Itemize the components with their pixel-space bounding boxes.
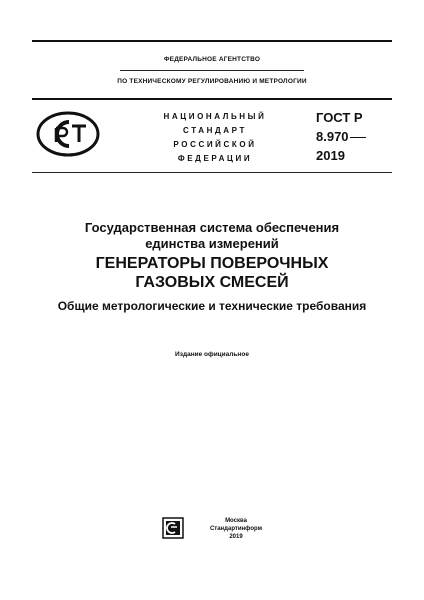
standard-code-line-1: ГОСТ Р <box>316 110 363 125</box>
national-standard-label <box>155 110 275 166</box>
publisher-city: Москва <box>225 518 247 524</box>
edition-label: Издание официальное <box>175 351 249 358</box>
publisher-year: 2019 <box>229 534 243 540</box>
agency-rule <box>120 70 304 71</box>
standard-number: 8.970 <box>316 129 349 144</box>
code-dash <box>350 137 366 138</box>
main-title <box>0 254 424 292</box>
standard-code-line-3: 2019 <box>316 148 345 163</box>
national-line-1: НАЦИОНАЛЬНЫЙ <box>163 112 267 121</box>
agency-line-1: ФЕДЕРАЛЬНОЕ АГЕНТСТВО <box>163 56 261 63</box>
system-title-line-2: единства измерений <box>145 236 279 251</box>
standard-code <box>316 108 386 165</box>
main-title-line-1: ГЕНЕРАТОРЫ ПОВЕРОЧНЫХ <box>95 255 329 272</box>
rst-logo-icon <box>36 110 100 158</box>
main-title-line-2: ГАЗОВЫХ СМЕСЕЙ <box>135 274 289 291</box>
standartinform-logo-icon <box>162 517 184 539</box>
top-rule <box>32 40 392 42</box>
standard-code-line-2 <box>316 127 386 146</box>
publisher-imprint <box>206 517 266 541</box>
system-title <box>0 220 424 252</box>
subtitle: Общие метрологические и технические требования <box>57 299 367 313</box>
standard-rule <box>32 172 392 173</box>
publisher-name: Стандартинформ <box>209 526 263 532</box>
national-line-2: СТАНДАРТ <box>183 126 247 135</box>
national-line-3: РОССИЙСКОЙ <box>173 140 257 149</box>
national-line-4: ФЕДЕРАЦИИ <box>177 154 253 163</box>
header-rule <box>32 98 392 100</box>
system-title-line-1: Государственная система обеспечения <box>84 220 340 235</box>
agency-line-2: ПО ТЕХНИЧЕСКОМУ РЕГУЛИРОВАНИЮ И МЕТРОЛОГИИ <box>117 78 307 85</box>
